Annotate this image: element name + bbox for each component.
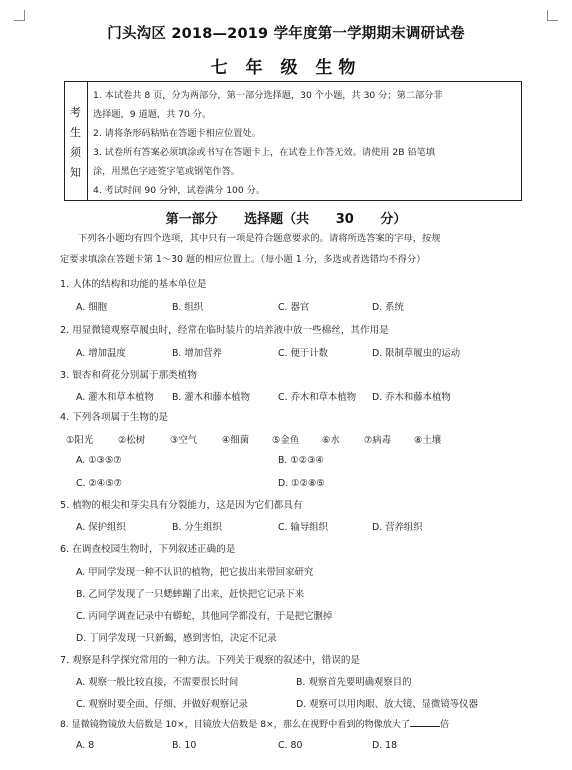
question-8-option-d[interactable]: D. 18 <box>372 740 398 751</box>
question-2-option-c[interactable]: C. 便于计数 <box>278 348 329 359</box>
notice-item: 2. 请将条形码粘贴在答题卡相应位置处。 <box>93 128 261 139</box>
exam-subtitle: 七 年 级 生物 <box>210 58 362 78</box>
question-2-option-a[interactable]: A. 增加温度 <box>76 348 126 359</box>
question-8-stem <box>60 717 449 730</box>
notice-label-char: 生 <box>70 126 81 139</box>
question-8-option-c[interactable]: C. 80 <box>278 740 303 751</box>
notice-item: 4. 考试时间 90 分钟，试卷满分 100 分。 <box>93 185 266 196</box>
question-4-option-c[interactable]: C. ②④⑤⑦ <box>76 478 123 489</box>
crop-mark-top-left <box>14 10 25 21</box>
question-8-stem-text: 8. 显微镜物镜放大倍数是 10×，目镜放大倍数是 8×，那么在视野中看到的物像放大了 <box>60 720 411 730</box>
question-2-option-d[interactable]: D. 限制草履虫的运动 <box>372 348 461 359</box>
intro-line: 定要求填涂在答题卡第 1～30 题的相应位置上。（每小题 1 分，多选或者选错均不得分） <box>60 254 426 265</box>
question-2-stem: 2. 用显微镜观察草履虫时，经常在临时装片的培养液中放一些棉丝，其作用是 <box>60 325 389 336</box>
notice-label-char: 考 <box>70 106 81 119</box>
question-3-stem: 3. 银杏和荷花分别属于那类植物 <box>60 370 197 381</box>
question-4-stem: 4. 下列各项属于生物的是 <box>60 412 169 423</box>
question-4-item: ④细菌 <box>222 435 250 446</box>
question-8-option-a[interactable]: A. 8 <box>76 740 95 751</box>
question-5-option-c[interactable]: C. 输导组织 <box>278 522 329 533</box>
crop-mark-top-right <box>547 10 558 21</box>
question-7-option-d[interactable]: D. 观察可以用肉眼、放大镜、显微镜等仪器 <box>296 699 478 710</box>
question-3-option-d[interactable]: D. 乔木和藤本植物 <box>372 392 451 403</box>
question-6-option-d[interactable]: D. 丁同学发现一只新蝎，感到害怕，决定不记录 <box>76 633 277 644</box>
exam-title: 门头沟区 2018—2019 学年度第一学期期末调研试卷 <box>107 26 465 42</box>
question-8-stem-suffix: 倍 <box>440 720 450 730</box>
question-6-option-c[interactable]: C. 丙同学调查记录中有蟒蛇，其他同学都没有，于是把它删掉 <box>76 611 333 622</box>
question-7-option-a[interactable]: A. 观察一般比较直接，不需要很长时间 <box>76 677 239 688</box>
notice-items <box>93 86 517 200</box>
question-4-option-b[interactable]: B. ①②③④ <box>278 455 325 466</box>
part-one-heading: 第一部分 选择题（共 30 分） <box>165 212 407 227</box>
question-4-item: ⑧土壤 <box>414 435 442 446</box>
question-6-stem: 6. 在调查校园生物时，下列叙述正确的是 <box>60 544 236 555</box>
question-4-item: ⑥水 <box>322 435 340 446</box>
notice-item: 3. 试卷所有答案必须填涂或书写在答题卡上，在试卷上作答无效。请使用 2B 铅笔填 <box>93 147 436 158</box>
notice-label-column <box>65 82 88 200</box>
question-5-option-d[interactable]: D. 营养组织 <box>372 522 423 533</box>
notice-item: 涂，用黑色字迹签字笔或钢笔作答。 <box>93 166 240 177</box>
question-3-option-a[interactable]: A. 灌木和草本植物 <box>76 392 154 403</box>
question-4-option-d[interactable]: D. ①②⑧⑤ <box>278 478 325 489</box>
notice-label-char: 知 <box>70 166 81 179</box>
part-one-intro <box>60 229 530 248</box>
question-1-option-c[interactable]: C. 器官 <box>278 302 310 313</box>
question-7-option-b[interactable]: B. 观察首先要明确观察目的 <box>296 677 412 688</box>
answer-blank[interactable] <box>410 717 440 727</box>
question-6-option-a[interactable]: A. 甲同学发现一种不认识的植物，把它拔出来带回家研究 <box>76 567 314 578</box>
candidate-notice-box <box>64 81 522 201</box>
question-4-item: ①阳光 <box>66 435 94 446</box>
question-5-option-b[interactable]: B. 分生组织 <box>172 522 222 533</box>
question-1-stem: 1. 人体的结构和功能的基本单位是 <box>60 279 207 290</box>
question-4-item: ③空气 <box>170 435 198 446</box>
question-5-option-a[interactable]: A. 保护组织 <box>76 522 126 533</box>
question-3-option-c[interactable]: C. 乔木和草本植物 <box>278 392 357 403</box>
question-2-option-b[interactable]: B. 增加营养 <box>172 348 222 359</box>
part-one-intro-cont <box>60 250 530 269</box>
question-3-option-b[interactable]: B. 灌木和藤本植物 <box>172 392 251 403</box>
notice-label-char: 须 <box>70 146 81 159</box>
question-1-option-a[interactable]: A. 细胞 <box>76 302 107 313</box>
question-1-option-d[interactable]: D. 系统 <box>372 302 404 313</box>
question-4-option-a[interactable]: A. ①③⑤⑦ <box>76 455 122 466</box>
question-4-item: ⑤金鱼 <box>272 435 300 446</box>
question-8-option-b[interactable]: B. 10 <box>172 740 197 751</box>
question-5-stem: 5. 植物的根尖和芽尖具有分裂能力，这是因为它们都具有 <box>60 500 303 511</box>
question-4-item: ②松树 <box>118 435 146 446</box>
question-7-option-c[interactable]: C. 观察时要全面、仔细、并做好观察记录 <box>76 699 248 710</box>
intro-line: 下列各小题均有四个选项，其中只有一项是符合题意要求的。请将所选答案的字母，按规 <box>78 233 441 244</box>
notice-item: 1. 本试卷共 8 页，分为两部分，第一部分选择题，30 个小题，共 30 分；第二部分非 <box>93 90 443 101</box>
question-6-option-b[interactable]: B. 乙同学发现了一只蟋蟀蹦了出来，赶快把它记录下来 <box>76 589 305 600</box>
question-4-item: ⑦病毒 <box>364 435 392 446</box>
notice-item: 选择题，9 道题，共 70 分。 <box>93 109 212 120</box>
question-1-option-b[interactable]: B. 组织 <box>172 302 204 313</box>
question-7-stem: 7. 观察是科学探究常用的一种方法。下列关于观察的叙述中，错误的是 <box>60 655 361 666</box>
